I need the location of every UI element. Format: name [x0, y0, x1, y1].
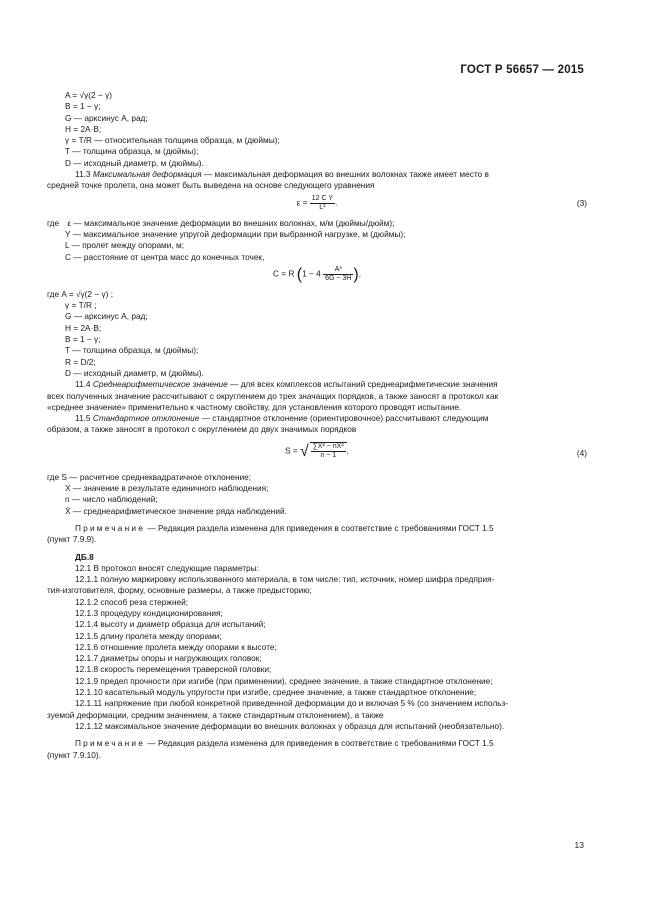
formula-3 — [47, 192, 587, 218]
formula-sqrt — [310, 442, 347, 460]
formula-lhs: S = — [285, 445, 301, 456]
section-text-cont: средней точке пролета, она может быть выведена на основе следующего уравнения — [47, 180, 375, 191]
section-11-3 — [47, 169, 587, 180]
item-12-1-8: 12.1.8 скорость перемещения траверсной головки; — [75, 664, 272, 675]
item-12-1-11-cont: зуемой деформации, средним значением, а также стандартным отклонением), а также — [47, 709, 384, 720]
formula-A2: где A = √γ(2 − γ) ; — [47, 288, 114, 299]
fraction-numerator: A³ — [323, 266, 353, 275]
formula-4: S = √ $\frac{\text{∑X² − nX̄²}}{n - 1}$ , (4) — [285, 442, 587, 460]
def-G2: G — арксинус A, рад; — [65, 311, 148, 322]
fraction-denominator: n − 1 — [320, 451, 337, 459]
section-text-cont: образом, а также заносят в протокол с округлением до двух значимых порядков — [47, 424, 357, 435]
def-R2: R = D/2; — [65, 356, 96, 367]
def-L: L — пролет между опорами, м; — [65, 240, 185, 251]
formula-number: (4) — [576, 447, 587, 458]
item-12-1-10: 12.1.10 касательный модуль упругости при изгибе, среднее значение, а также стандартное отклонение; — [75, 687, 477, 698]
def-D2: D — исходный диаметр, м (дюймы). — [65, 367, 204, 378]
def-H: H = 2A·B; — [65, 123, 102, 134]
section-text: — стандартное отклонение (ориентировочное) рассчитывают следующим — [199, 413, 489, 424]
def-T2: T — толщина образца, м (дюймы); — [65, 345, 199, 356]
def-B2: B = 1 − γ; — [65, 334, 101, 345]
formula-C-end: , — [358, 268, 361, 279]
def-n: n — число наблюдений; — [65, 494, 158, 505]
item-12-1-2: 12.1.2 способ реза стержней; — [75, 596, 189, 607]
def-S: где S — расчетное среднеквадратичное отклонение; — [47, 471, 252, 482]
def-eps — [47, 218, 587, 229]
page-content — [47, 90, 587, 761]
section-number: 11.3 — [75, 169, 91, 180]
item-12-1-7: 12.1.7 диаметры опоры и нагружающих головок; — [75, 653, 262, 664]
def-T: T — толщина образца, м (дюймы); — [65, 146, 199, 157]
note-label: Примечание — [75, 522, 146, 533]
section-text: — для всех комплексов испытаний среднеарифметические значения — [227, 379, 498, 390]
fraction-numerator: 12 C Y — [311, 194, 334, 202]
item-12-1-3: 12.1.3 процедуру кондиционирования; — [75, 607, 223, 618]
formula-number: (3) — [576, 197, 587, 208]
note-text-cont: (пункт 7.9.9). — [47, 534, 97, 545]
def-eps-text: ε — максимальное значение деформации во внешних волокнах, м/м (дюймы/дюйм); — [67, 217, 395, 228]
formula-C: C = R (1 − 4 $\frac{\text{A³}}{6G - 3H}$ ), — [273, 265, 361, 283]
def-H2: H = 2A·B; — [65, 322, 102, 333]
formula-end: , — [346, 445, 349, 456]
note-text-cont: (пункт 7.9.10). — [47, 749, 101, 760]
def-gamma: γ = T/R — относительная толщина образца, м (дюймы); — [65, 135, 280, 146]
def-Y: Y — максимальное значение упругой деформации при выбранной нагрузке, м (дюймы); — [65, 228, 406, 239]
formula-A: A = √γ(2 − γ) — [65, 90, 112, 100]
section-text: — максимальная деформация во внешних волокнах также имеет место в — [201, 169, 489, 180]
fraction-denominator: 6G − 3H — [325, 274, 352, 282]
note-text: — Редакция раздела изменена для приведения в соответствие с требованиями ГОСТ 1.5 — [145, 738, 494, 749]
section-title: Стандартное отклонение — [92, 413, 200, 424]
def-gamma2: γ = T/R ; — [65, 300, 97, 311]
page-number: 13 — [574, 840, 584, 850]
section-text-cont: всех полученных значение рассчитывают с округлением до трех значащих порядков, а также заносят в протокол как — [47, 390, 499, 401]
item-12-1-11: 12.1.11 напряжение при любой конкретной приведенной деформации до и включая 5 % (со значением использ- — [75, 698, 509, 709]
formula-fraction — [310, 194, 338, 212]
item-12-1-1: 12.1.1 полную маркировку использованного материала, в том числе: тип, источник, номер шифра предприя- — [75, 574, 495, 585]
def-X: X — значение в результате единичного наблюдения; — [65, 483, 269, 494]
formula-C-fraction — [323, 266, 353, 283]
item-12-1-5: 12.1.5 длину пролета между опорами; — [75, 630, 222, 641]
section-number: 11.4 — [75, 379, 91, 390]
def-D: D — исходный диаметр, м (дюймы). — [65, 157, 204, 168]
section-heading-db8: ДБ.8 — [75, 551, 94, 562]
item-12-1: 12.1 В протокол вносят следующие параметры: — [75, 562, 259, 573]
formula-end: . — [335, 197, 338, 208]
section-11-5 — [47, 413, 587, 424]
item-12-1-1-cont: тия-изготовителя, форму, основные размеры, а также предысторию; — [47, 585, 312, 596]
item-12-1-12: 12.1.12 максимальное значение деформации во внешних волокнах у образца для испытаний (необязательно). — [75, 720, 505, 731]
section-title: Максимальная деформация — [92, 169, 202, 180]
section-title: Среднеарифметическое значение — [92, 379, 228, 390]
section-text-cont: «среднее значение» применительно к частному свойству, для установления которого проводят испытание. — [47, 401, 462, 412]
note-1 — [47, 523, 587, 534]
section-11-4 — [47, 379, 587, 390]
formula-C-mid: 1 − 4 — [302, 268, 321, 279]
section-number: 11.5 — [75, 413, 91, 424]
fraction-denominator: L² — [319, 203, 326, 211]
formula-C-lhs: C = R — [273, 268, 295, 279]
where-label: где — [47, 217, 60, 228]
document-header: ГОСТ Р 56657 — 2015 — [460, 64, 584, 76]
formula-fraction — [311, 443, 346, 460]
note-2 — [47, 738, 587, 749]
def-B: B = 1 − γ; — [65, 101, 101, 112]
item-12-1-4: 12.1.4 высоту и диаметр образца для испытаний; — [75, 619, 266, 630]
def-C: C — расстояние от центра масс до конечных точек, — [65, 251, 265, 262]
item-12-1-6: 12.1.6 отношение пролета между опорами к высоте; — [75, 641, 277, 652]
def-G: G — арксинус A, рад; — [65, 112, 148, 123]
note-text: — Редакция раздела изменена для приведения в соответствие с требованиями ГОСТ 1.5 — [145, 522, 494, 533]
fraction-numerator: ∑X² − nX̄² — [312, 442, 344, 450]
item-12-1-9: 12.1.9 предел прочности при изгибе (при применении), среднее значение, а также стандартное отклонение; — [75, 675, 493, 686]
def-Xbar: X̄ — среднеарифметическое значение ряда наблюдений. — [65, 505, 287, 516]
note-label: Примечание — [75, 738, 146, 749]
formula-lhs: ε = — [296, 197, 310, 208]
